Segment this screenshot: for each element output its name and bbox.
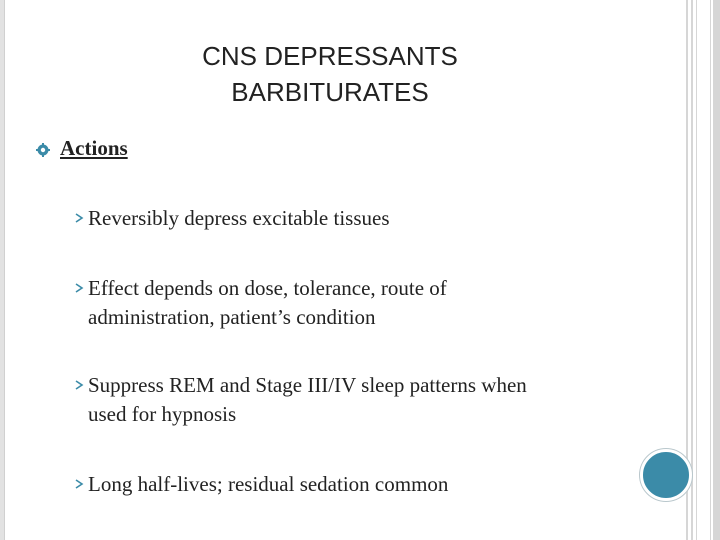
stripe (691, 0, 693, 540)
bullet-text-continued: used for hypnosis (88, 402, 237, 426)
bullet-text: Long half-lives; residual sedation common (88, 472, 449, 496)
stripe (713, 0, 720, 540)
stripe (696, 0, 697, 540)
circle-decoration (640, 449, 692, 501)
arrow-bullet-icon (74, 213, 86, 223)
heading-row (36, 136, 128, 161)
arrow-bullet-icon (74, 479, 86, 489)
arrow-bullet-icon (74, 283, 86, 293)
bullet-item (74, 204, 390, 233)
heading-actions: Actions (60, 136, 128, 160)
bullet-text: Effect depends on dose, tolerance, route of (88, 276, 447, 300)
bullet-text-continued: administration, patient’s condition (88, 305, 376, 329)
bullet-item (74, 274, 447, 332)
slide-title (120, 38, 540, 110)
bullet-text: Suppress REM and Stage III/IV sleep patterns when (88, 373, 527, 397)
stripe (710, 0, 711, 540)
gear-bullet-icon (36, 143, 50, 157)
right-stripes (686, 0, 720, 540)
title-line-2: BARBITURATES (231, 77, 429, 107)
arrow-bullet-icon (74, 380, 86, 390)
bullet-item (74, 371, 527, 429)
bullet-item (74, 470, 448, 499)
left-border (0, 0, 5, 540)
bullet-text: Reversibly depress excitable tissues (88, 206, 390, 230)
title-line-1: CNS DEPRESSANTS (202, 41, 458, 71)
